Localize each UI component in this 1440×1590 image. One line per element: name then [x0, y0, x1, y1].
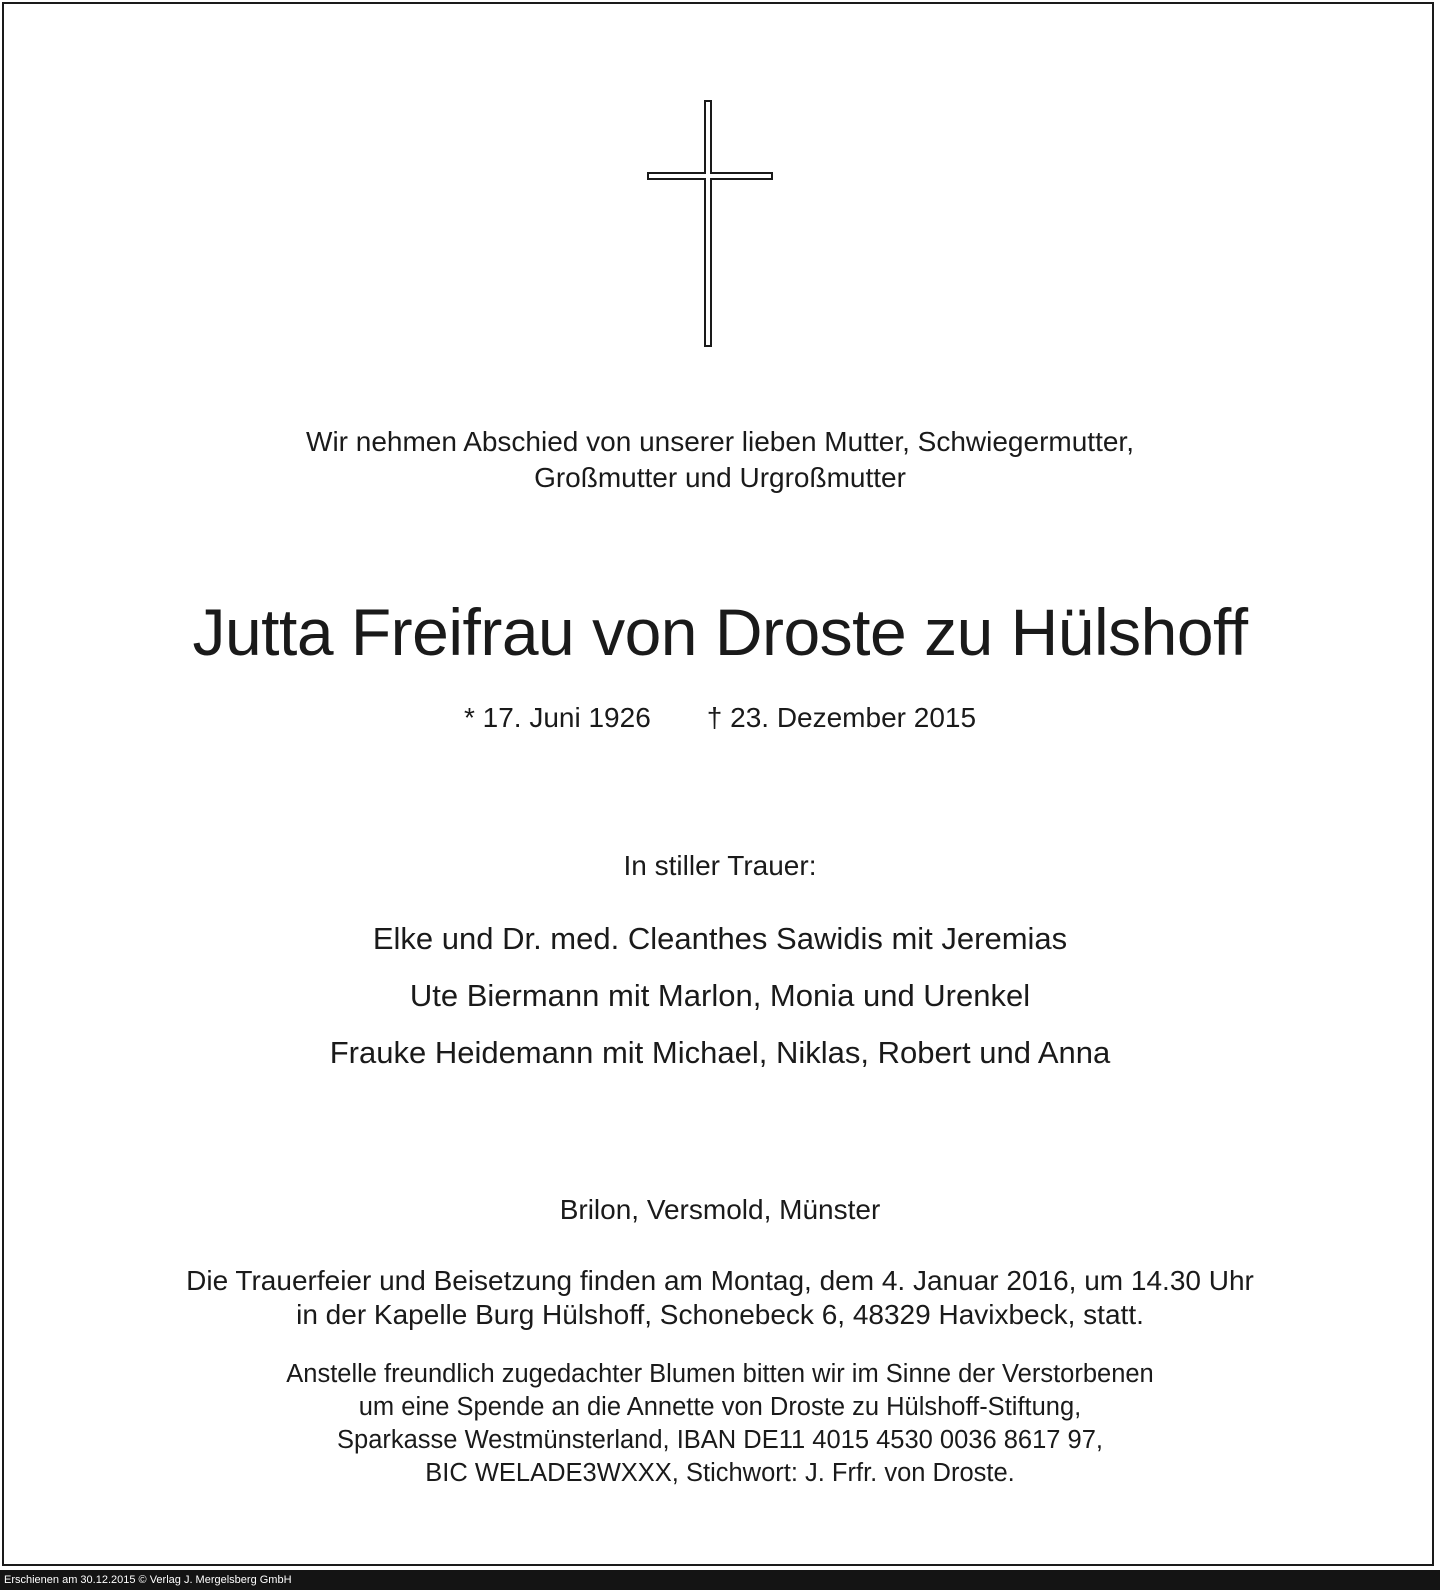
publication-footer: Erschienen am 30.12.2015 © Verlag J. Mergelsberg GmbH — [0, 1570, 1440, 1590]
birth-date: * 17. Juni 1926 — [463, 702, 651, 733]
donation-info — [0, 1358, 1440, 1490]
intro-line-1: Wir nehmen Abschied von unserer lieben Mutter, Schwiegermutter, — [306, 426, 1134, 457]
places: Brilon, Versmold, Münster — [559, 1194, 881, 1225]
ceremony-info — [0, 1264, 1440, 1332]
death-date: † 23. Dezember 2015 — [706, 702, 977, 733]
intro-line-2: Großmutter und Urgroßmutter — [534, 462, 906, 493]
ceremony-line-1: Die Trauerfeier und Beisetzung finden am Montag, dem 4. Januar 2016, um 14.30 Uhr — [186, 1265, 1254, 1296]
life-dates — [0, 700, 1440, 736]
donation-line: BIC WELADE3WXXX, Stichwort: J. Frfr. von Droste. — [425, 1459, 1015, 1487]
deceased-name: Jutta Freifrau von Droste zu Hülshoff — [192, 595, 1248, 669]
mourner-line: Ute Biermann mit Marlon, Monia und Urenkel — [409, 978, 1031, 1013]
donation-line: Anstelle freundlich zugedachter Blumen bitten wir im Sinne der Verstorbenen — [286, 1360, 1154, 1388]
mourning-heading: In stiller Trauer: — [623, 850, 817, 881]
cross-icon — [646, 100, 776, 348]
donation-line: Sparkasse Westmünsterland, IBAN DE11 4015 4530 0036 8617 97, — [337, 1426, 1103, 1454]
intro-text — [0, 424, 1440, 496]
ceremony-line-2: in der Kapelle Burg Hülshoff, Schonebeck 6, 48329 Havixbeck, statt. — [296, 1299, 1144, 1330]
mourner-line: Frauke Heidemann mit Michael, Niklas, Robert und Anna — [329, 1035, 1111, 1070]
mourner-line: Elke und Dr. med. Cleanthes Sawidis mit Jeremias — [372, 921, 1068, 956]
donation-line: um eine Spende an die Annette von Droste zu Hülshoff-Stiftung, — [358, 1393, 1082, 1421]
